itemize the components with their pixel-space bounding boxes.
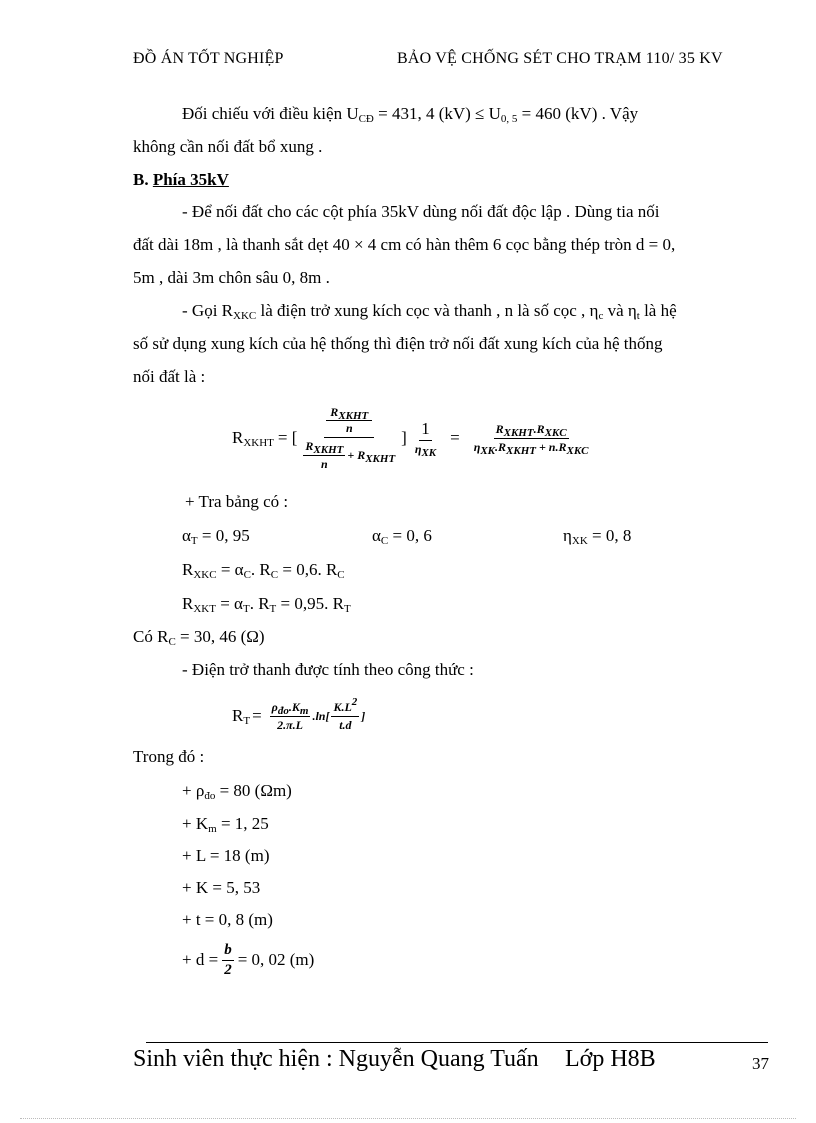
eta-xk: $\eta_{XK} = 0$, 8 bbox=[563, 526, 632, 547]
formula-rxkht: $R_{XKHT}$ = [ $R_{XKHT}$ n $\frac{R_{XKHT}}{n}$ + $R_{XKHT}$ ] $\frac{1}{\eta_{XK}}$ = $\frac{R_{XKHT}.R_{XKC}}{\eta_{XK}.R_{XKHT} + n.R_{XKC}}$ bbox=[232, 404, 589, 471]
section-heading: B. Phía 35kV bbox=[133, 170, 229, 189]
relation-rc: Có $R_C = 30$, 46 (Ω) bbox=[133, 627, 265, 648]
footer-student: Sinh viên thực hiện : Nguyễn Quang Tuấn bbox=[133, 1046, 539, 1072]
where-item-d: + d = $\frac{b}{2}$ = 0, 02 (m) bbox=[182, 941, 315, 978]
header-left: ĐỒ ÁN TỐT NGHIỆP bbox=[133, 50, 284, 67]
para3: - Điện trở thanh được tính theo công thức : bbox=[182, 660, 474, 679]
where-item-l: + L = 18 (m) bbox=[182, 846, 270, 865]
where-item-k: + K = 5, 53 bbox=[182, 878, 261, 897]
alpha-t: $\alpha_T = 0$, 95 bbox=[182, 526, 250, 547]
where-item-t: + t = 0, 8 (m) bbox=[182, 910, 273, 929]
page-bottom-edge bbox=[20, 1118, 796, 1119]
para1-line-3: 5m , dài 3m chôn sâu 0, 8m . bbox=[133, 268, 330, 287]
page-number: 37 bbox=[752, 1054, 769, 1073]
alpha-c: $\alpha_C = 0$, 6 bbox=[372, 526, 432, 547]
para1-line-1: - Để nối đất cho các cột phía 35kV dùng nối đất độc lập . Dùng tia nối bbox=[182, 202, 660, 221]
para2-line-1: - Gọi $R_{XKC}$ là điện trở xung kích cọc và thanh , n là số cọc , $\eta_c$ và $\eta_t$ là hệ bbox=[182, 301, 677, 322]
para1-line-2: đất dài 18m , là thanh sắt dẹt 40 × 4 cm có hàn thêm 6 cọc bằng thép tròn d = 0, bbox=[133, 235, 676, 254]
para2-line-3: nối đất là : bbox=[133, 367, 206, 386]
relation-rxkc: $R_{XKC} = \alpha_C$. $R_C = 0,6$. $R_C$ bbox=[182, 560, 345, 581]
relation-rxkt: $R_{XKT} = \alpha_T$. $R_T = 0,95$. $R_T$ bbox=[182, 594, 351, 615]
formula-rt: $R_T$ = $\frac{\rho_{đo}.K_m}{2.\pi.L}$ .ln[ $\frac{K.L^2}{t.d}$ ] bbox=[232, 695, 366, 732]
intro-line-1: Đối chiếu với điều kiện $U_{CĐ} = 431$, 4 $(kV) \le U_{0, 5} = 460$ (kV) . Vậy bbox=[182, 104, 639, 125]
header-right: BẢO VỆ CHỐNG SÉT CHO TRẠM 110/ 35 KV bbox=[397, 50, 723, 67]
where-item-km: + $K_m = 1$, 25 bbox=[182, 814, 269, 835]
intro-line-2: không cần nối đất bổ xung . bbox=[133, 137, 323, 156]
where-item-rho: + $\rho_{đo} = 80$ (Ωm) bbox=[182, 781, 292, 802]
footer-rule bbox=[146, 1042, 768, 1043]
para2-line-2: số sử dụng xung kích của hệ thống thì điện trở nối đất xung kích của hệ thống bbox=[133, 334, 663, 353]
where-title: Trong đó : bbox=[133, 747, 205, 766]
footer-class: Lớp H8B bbox=[565, 1046, 656, 1072]
lookup-title: + Tra bảng có : bbox=[185, 492, 289, 511]
